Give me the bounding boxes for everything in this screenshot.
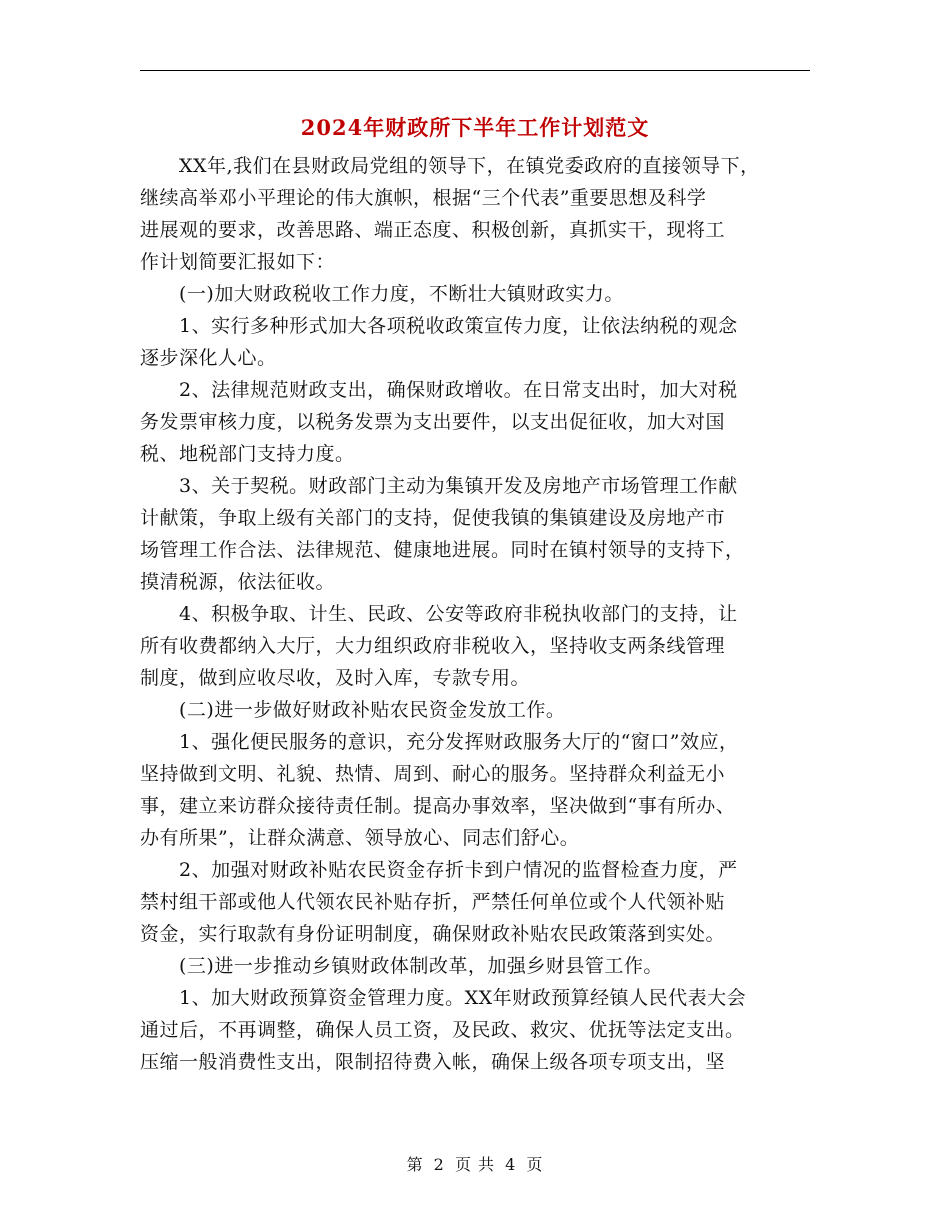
header-rule (140, 70, 810, 71)
text-line: 事，建立来访群众接待责任制。提高办事效率，坚决做到“事有所办、 (140, 795, 736, 817)
text-line: 制度，做到应收尽收，及时入库，专款专用。 (140, 667, 531, 689)
text-line: 压缩一般消费性支出，限制招待费入帐，确保上级各项专项支出，坚 (140, 1051, 726, 1073)
text-line: 逐步深化人心。 (140, 347, 277, 369)
text-line: (三)进一步推动乡镇财政体制改革，加强乡财县管工作。 (140, 955, 663, 977)
text-line: 坚持做到文明、礼貌、热情、周到、耐心的服务。坚持群众利益无小 (140, 763, 726, 785)
footer-prefix: 第 (406, 1155, 424, 1174)
text-line: 4、积极争取、计生、民政、公安等政府非税执收部门的支持，让 (140, 603, 738, 625)
footer-total-pages: 4 (505, 1155, 517, 1174)
footer-middle: 页 共 (454, 1155, 496, 1174)
document-body (140, 150, 810, 1078)
text-line: 所有收费都纳入大厅，大力组织政府非税收入，坚持收支两条线管理 (140, 635, 726, 657)
text-line: 摸清税源，依法征收。 (140, 571, 336, 593)
text-line: 进展观的要求，改善思路、端正态度、积极创新，真抓实干，现将工 (140, 219, 726, 241)
text-line: 2、法律规范财政支出，确保财政增收。在日常支出时，加大对税 (140, 379, 738, 401)
text-line: 税、地税部门支持力度。 (140, 443, 355, 465)
text-line: 务发票审核力度，以税务发票为支出要件，以支出促征收，加大对国 (140, 411, 726, 433)
text-line: 2、加强对财政补贴农民资金存折卡到户情况的监督检查力度，严 (140, 859, 738, 881)
text-line: 资金，实行取款有身份证明制度，确保财政补贴农民政策落到实处。 (140, 923, 726, 945)
text-line: 场管理工作合法、法律规范、健康地进展。同时在镇村领导的支持下， (140, 539, 745, 561)
text-line: 办有所果”，让群众满意、领导放心、同志们舒心。 (140, 827, 580, 849)
text-line: (二)进一步做好财政补贴农民资金发放工作。 (140, 699, 566, 721)
text-line: 通过后，不再调整，确保人员工资，及民政、救灾、优抚等法定支出。 (140, 1019, 745, 1041)
text-line: 继续高举邓小平理论的伟大旗帜，根据“三个代表”重要思想及科学 (140, 187, 707, 209)
page-footer (0, 1152, 950, 1175)
footer-current-page: 2 (433, 1155, 445, 1174)
text-line: 计献策，争取上级有关部门的支持，促使我镇的集镇建设及房地产市 (140, 507, 726, 529)
text-line: 作计划简要汇报如下： (140, 251, 336, 273)
text-line: XX年,我们在县财政局党组的领导下，在镇党委政府的直接领导下， (140, 155, 760, 177)
text-line: (一)加大财政税收工作力度，不断壮大镇财政实力。 (140, 283, 624, 305)
text-line: 1、加大财政预算资金管理力度。XX年财政预算经镇人民代表大会 (140, 987, 747, 1009)
text-line: 3、关于契税。财政部门主动为集镇开发及房地产市场管理工作献 (140, 475, 738, 497)
document-title: 2024年财政所下半年工作计划范文 (300, 115, 650, 140)
text-line: 1、强化便民服务的意识，充分发挥财政服务大厅的“窗口”效应， (140, 731, 739, 753)
footer-suffix: 页 (526, 1155, 544, 1174)
text-line: 禁村组干部或他人代领农民补贴存折，严禁任何单位或个人代领补贴 (140, 891, 726, 913)
text-line: 1、实行多种形式加大各项税收政策宣传力度，让依法纳税的观念 (140, 315, 738, 337)
